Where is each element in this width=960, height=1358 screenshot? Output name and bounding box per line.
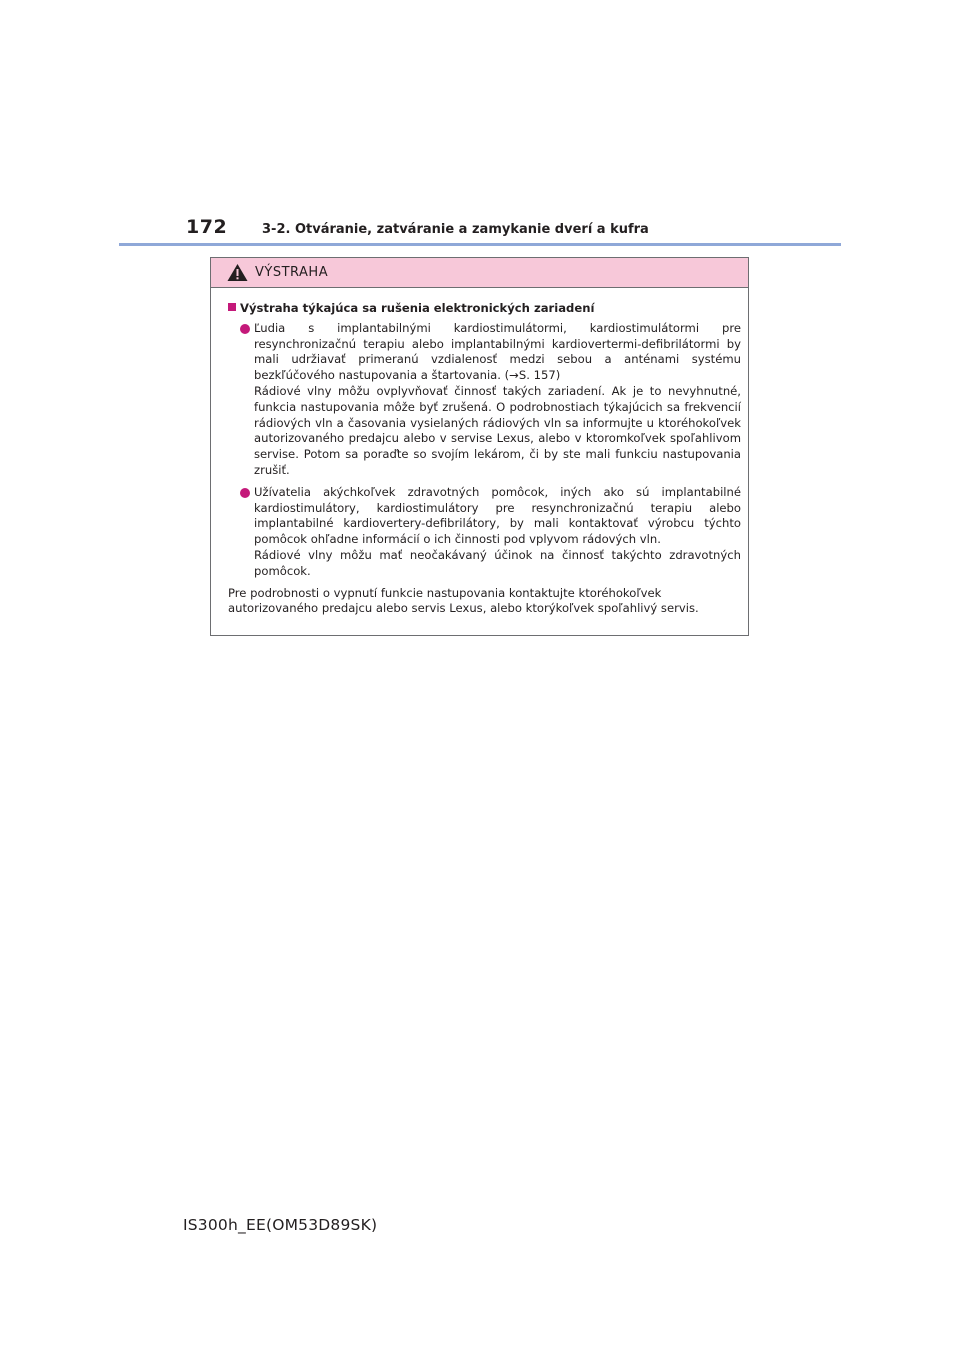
section-title: 3-2. Otváranie, zatváranie a zamykanie dverí a kufra <box>262 222 649 237</box>
paragraph: Rádiové vlny môžu ovplyvňovať činnosť takých zariadení. Ak je to nevyhnutné, funkcia nastupovania môže byť zrušená. O podrobnostiach týkajúcich sa frekvencií rádiových vln a časovania vysielaných rádiových vln sa informujte u ktoréhokoľvek autorizovaného predajcu alebo v servise Lexus, alebo v ktoromkoľvek spoľahlivom servise. Potom sa poraďte so svojím lekárom, či by ste mali funkciu nastupovania zrušiť. <box>254 383 741 477</box>
list-item-text <box>254 321 741 479</box>
warning-triangle-icon <box>227 263 248 282</box>
list-item <box>240 321 741 479</box>
round-bullet-icon <box>240 488 250 498</box>
round-bullet-icon <box>240 324 250 334</box>
subheading-text: Výstraha týkajúca sa rušenia elektronických zariadení <box>240 301 595 315</box>
paragraph: Rádiové vlny môžu mať neočakávaný účinok na činnosť takýchto zdravotných pomôcok. <box>254 547 741 578</box>
warning-note: Pre podrobnosti o vypnutí funkcie nastupovania kontaktujte ktoréhokoľvek autorizovaného predajcu alebo servis Lexus, alebo ktorýkoľvek spoľahlivý servis. <box>228 585 699 616</box>
header-rule <box>119 243 841 246</box>
paragraph: Ľudia s implantabilnými kardiostimulátormi, kardiostimulátormi pre resynchronizačnú terapiu alebo implantabilnými kardiovertermi-defibrilátormi by mali udržiavať primeranú vzdialenosť medzi sebou a anténami systému bezkľúčového nastupovania a štartovania. (→S. 157) <box>254 320 741 383</box>
list-item-text <box>254 485 741 580</box>
warning-title: VÝSTRAHA <box>255 265 329 280</box>
square-bullet-icon <box>228 303 236 311</box>
warning-header <box>211 258 748 288</box>
warning-body <box>211 288 748 617</box>
list-item <box>240 485 741 580</box>
warning-box <box>210 257 749 636</box>
footer-doc-code: IS300h_EE(OM53D89SK) <box>183 1216 378 1234</box>
warning-subheading <box>228 301 741 317</box>
paragraph: Užívatelia akýchkoľvek zdravotných pomôcok, iných ako sú implantabilné kardiostimulátory, kardiostimulátory pre resynchronizačnú terapiu alebo implantabilné kardiovertery-defibrilátory, by mali kontaktovať výrobcu týchto pomôcok ohľadne informácií o ich činnosti pod vplyvom rádových vln. <box>254 484 741 547</box>
page-number: 172 <box>186 216 228 238</box>
